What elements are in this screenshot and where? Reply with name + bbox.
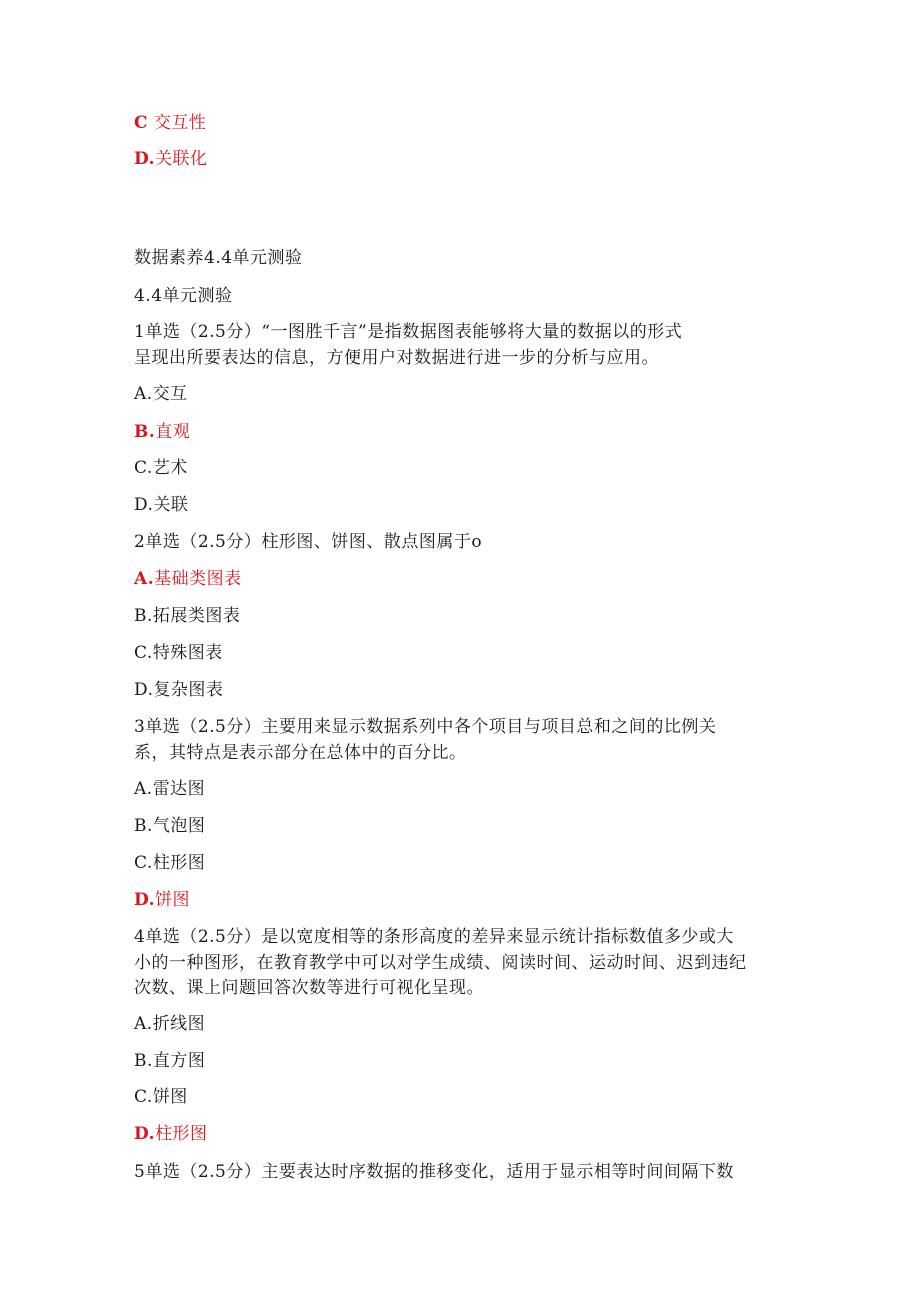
question-4-text-line-1: 4单选（2.5分）是以宽度相等的条形高度的差异来显示统计指标数值多少或大 <box>134 927 734 947</box>
question-2-option-b <box>134 603 240 629</box>
question-2-option-d <box>134 677 223 703</box>
prev-option-c <box>134 110 206 136</box>
option-letter: B. <box>134 422 156 442</box>
option-text: 艺术 <box>152 458 188 478</box>
option-text: 基础类图表 <box>154 569 242 589</box>
option-letter: A. <box>134 569 155 589</box>
question-1-option-d <box>134 492 188 518</box>
question-3-option-c <box>134 850 205 876</box>
question-1-text-line-2: 呈现出所要表达的信息，方便用户对数据进行进一步的分析与应用。 <box>134 348 659 368</box>
question-3-option-b <box>134 813 205 839</box>
section-title: 数据素养4.4单元测验 <box>134 248 303 268</box>
option-text: 特殊图表 <box>152 643 223 663</box>
question-2-text-line-1: 2单选（2.5分）柱形图、饼图、散点图属于o <box>134 532 483 552</box>
option-letter: C <box>134 113 149 133</box>
option-text: 柱形图 <box>152 853 206 873</box>
option-text: 饼图 <box>152 1087 188 1107</box>
question-1-option-a <box>134 381 188 407</box>
question-1-option-c <box>134 455 188 481</box>
option-text: 雷达图 <box>152 779 206 799</box>
question-3-text-line-1: 3单选（2.5分）主要用来显示数据系列中各个项目与项目总和之间的比例关 <box>134 717 717 737</box>
option-letter: B. <box>134 606 153 626</box>
question-4-option-a <box>134 1011 205 1037</box>
question-4-option-b <box>134 1048 205 1074</box>
question-3-option-d <box>134 887 190 913</box>
option-text: 折线图 <box>152 1014 206 1034</box>
question-1-option-b <box>134 419 190 445</box>
option-letter: A. <box>134 1014 153 1034</box>
question-5-text-line-1: 5单选（2.5分）主要表达时序数据的推移变化，适用于显示相等时间间隔下数 <box>134 1162 734 1182</box>
option-letter: B. <box>134 1051 153 1071</box>
question-3-option-a <box>134 776 205 802</box>
option-letter: D. <box>134 1124 156 1144</box>
question-4-option-c <box>134 1084 188 1110</box>
question-3-text-line-2: 系，其特点是表示部分在总体中的百分比。 <box>134 743 467 763</box>
option-text: 饼图 <box>155 890 191 910</box>
question-4-option-d <box>134 1121 208 1147</box>
section-subtitle: 4.4单元测验 <box>134 286 233 306</box>
option-letter: D. <box>134 680 154 700</box>
question-2-option-a <box>134 566 242 592</box>
option-letter: C. <box>134 458 153 478</box>
option-letter: D. <box>134 495 154 515</box>
question-2-option-c <box>134 640 223 666</box>
option-letter: D. <box>134 149 156 169</box>
option-text: 关联 <box>153 495 189 515</box>
option-letter: C. <box>134 853 153 873</box>
question-1-text-line-1: 1单选（2.5分）“一图胜千言”是指数据图表能够将大量的数据以的形式 <box>134 322 683 342</box>
option-letter: D. <box>134 890 156 910</box>
option-letter: C. <box>134 643 153 663</box>
option-letter: A. <box>134 384 153 404</box>
option-text: 交互性 <box>148 113 207 133</box>
option-text: 直观 <box>155 422 191 442</box>
option-letter: B. <box>134 816 153 836</box>
option-text: 交互 <box>152 384 188 404</box>
prev-option-d <box>134 146 208 172</box>
option-text: 柱形图 <box>155 1124 208 1144</box>
option-text: 拓展类图表 <box>152 606 241 626</box>
option-letter: C. <box>134 1087 153 1107</box>
option-text: 直方图 <box>152 1051 206 1071</box>
option-text: 关联化 <box>155 149 208 169</box>
option-text: 复杂图表 <box>153 680 224 700</box>
question-4-text-line-2: 小的一种图形，在教育教学中可以对学生成绩、阅读时间、运动时间、迟到违纪 <box>134 953 747 973</box>
question-4-text-line-3: 次数、课上问题回答次数等进行可视化呈现。 <box>134 978 484 998</box>
option-text: 气泡图 <box>152 816 206 836</box>
option-letter: A. <box>134 779 153 799</box>
